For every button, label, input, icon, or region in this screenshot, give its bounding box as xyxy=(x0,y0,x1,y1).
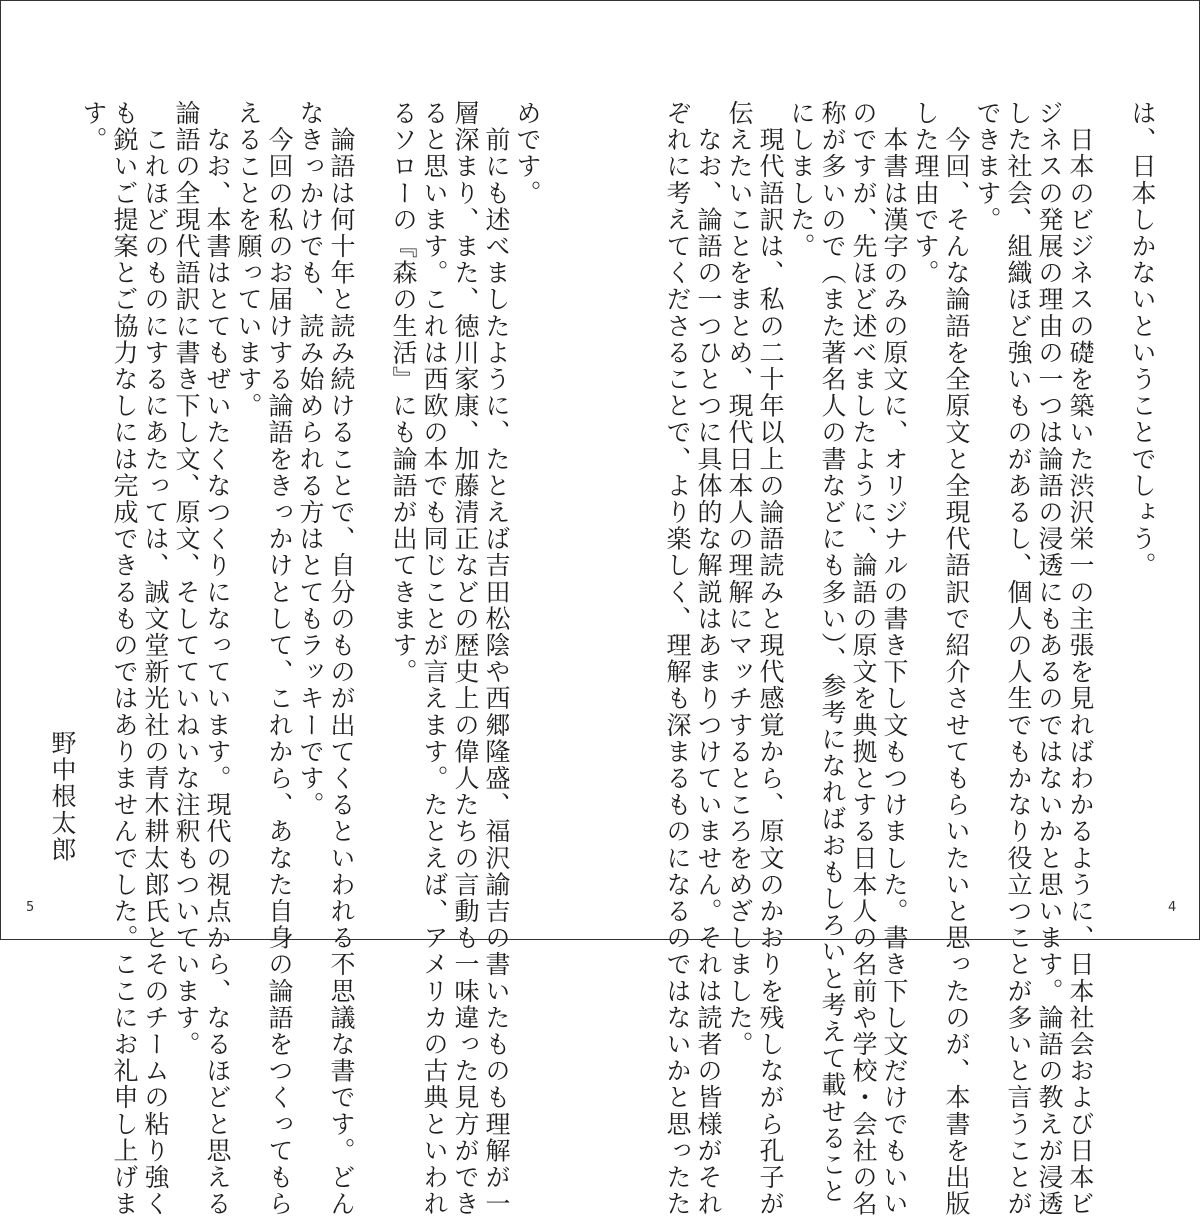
text-line: した理由です。 xyxy=(911,100,940,287)
text-line: これほどのものにするにあたっては、誠文堂新光社の青木耕太郎氏とそのチームの粘り強く xyxy=(141,100,170,1217)
text-line: 論語は何十年と読み続けることで、自分のものが出てくるといわれる不思議な書です。どん xyxy=(327,100,356,1217)
text-line: 現代語訳は、私の二十年以上の論語読みと現代感覚から、原文のかおりを残しながら孔子が xyxy=(756,100,785,1217)
text-line: なお、本書はとてもぜいたくなつくりになっています。現代の視点から、なるほどと思える xyxy=(203,100,232,1217)
text-line: るソローの『森の生活』にも論語が出てきます。 xyxy=(389,100,418,686)
text-line: 今回、そんな論語を全原文と全現代語訳で紹介させてもらいたいと思ったのが、本書を出版 xyxy=(942,100,971,1217)
text-line: 前にも述べましたように、たとえば吉田松陰や西郷隆盛、福沢諭吉の書いたものも理解が一 xyxy=(482,100,511,1217)
text-line: なお、論語の一つひとつに具体的な解説はあまりつけていません。それは読者の皆様がそれ xyxy=(694,100,723,1217)
text-line: 論語の全現代語訳に書き下し文、原文、そしてていねいな注釈もついています。 xyxy=(172,100,201,1058)
text-line: ると思います。これは西欧の本でも同じことが言えます。たとえば、アメリカの古典といわれ xyxy=(420,100,449,1217)
page-number-left: 5 xyxy=(26,900,35,915)
text-line: 日本のビジネスの礎を築いた渋沢栄一の主張を見ればわかるように、日本社会および日本ビ xyxy=(1066,100,1095,1217)
text-line: えることを願っています。 xyxy=(234,100,263,420)
text-line: も鋭いご提案とご協力なしには完成できるものではありませんでした。ここにお礼申し上げま xyxy=(110,100,139,1217)
text-line: できます。 xyxy=(973,100,1002,233)
text-line: 層深まり、また、徳川家康、加藤清正などの歴史上の偉人たちの言動も一味違った見方ができ xyxy=(451,100,480,1217)
left-page xyxy=(0,100,600,1217)
text-line: す。 xyxy=(79,100,108,154)
text-line: 称が多いので（また著名人の書などにも多い）、参考になればおもしろいと考えて載せること xyxy=(818,100,847,1205)
text-line: めです。 xyxy=(513,100,542,207)
text-line: は、日本しかないということでしょう。 xyxy=(1128,100,1157,579)
text-line: のですが、先ほど述べましたように、論語の原文を典拠とする日本人の名前や学校・会社の名 xyxy=(849,100,878,1217)
right-page xyxy=(600,100,1200,1217)
author-signature: 野中根太郎 xyxy=(48,730,77,863)
text-line: ぞれに考えてくださることで、より楽しく、理解も深まるものになるのではないかと思ったた xyxy=(663,100,692,1217)
text-line: ジネスの発展の理由の一つは論語の浸透にもあるのではないかと思います。論語の教えが浸透 xyxy=(1035,100,1064,1217)
page-number-right: 4 xyxy=(1168,900,1177,915)
text-line: 本書は漢字のみの原文に、オリジナルの書き下し文もつけました。書き下し文だけでもいい xyxy=(880,100,909,1217)
text-line: 伝えたいことをまとめ、現代日本人の理解にマッチするところをめざしました。 xyxy=(725,100,754,1058)
text-line: にしました。 xyxy=(787,100,816,260)
text-line: なきっかけでも、読み始められる方はとてもラッキーです。 xyxy=(296,100,325,819)
text-line: 今回の私のお届けする論語をきっかけとして、これから、あなた自身の論語をつくってもら xyxy=(265,100,294,1217)
text-line: した社会、組織ほど強いものがあるし、個人の人生でもかなり役立つことが多いと言うことが xyxy=(1004,100,1033,1217)
